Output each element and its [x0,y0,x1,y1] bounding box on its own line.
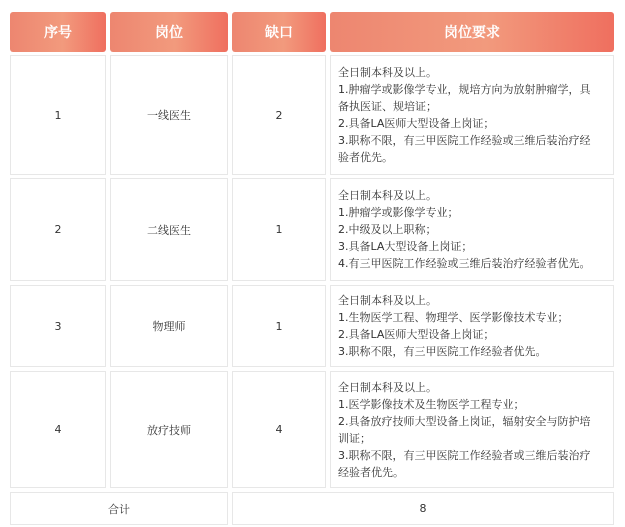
requirement-line: 全日制本科及以上。 [338,294,437,307]
row4-requirements [330,371,614,488]
row4-vacancy: 4 [232,371,326,488]
row2-seq: 2 [10,178,106,281]
requirement-line: 3.职称不限，有三甲医院工作经验者优先。 [338,345,547,358]
requirement-line: 备执医证、规培证； [338,100,437,113]
requirement-line: 训证； [338,431,371,445]
row2-position: 二线医生 [110,178,228,281]
requirement-line: 全日制本科及以上。 [338,380,437,394]
requirement-line: 3.职称不限，有三甲医院工作经验或三维后装治疗经 [338,134,591,147]
requirement-line: 2.具备LA医师大型设备上岗证； [338,328,495,341]
row4-position: 放疗技师 [110,371,228,488]
requirement-line: 1.肿瘤学或影像学专业，规培方向为放射肿瘤学，具 [338,83,591,96]
row2-vacancy: 1 [232,178,326,281]
requirement-line: 2.具备放疗技师大型设备上岗证，辐射安全与防护培 [338,414,591,428]
total-value: 8 [232,492,614,525]
requirement-line: 1.医学影像技术及生物医学工程专业； [338,397,525,411]
requirement-line: 3.具备LA大型设备上岗证； [338,240,473,253]
row3-vacancy: 1 [232,285,326,367]
requirement-line: 全日制本科及以上。 [338,66,437,79]
row4-seq: 4 [10,371,106,488]
row1-position: 一线医生 [110,55,228,175]
row3-seq: 3 [10,285,106,367]
requirement-line: 1.肿瘤学或影像学专业； [338,206,459,219]
row3-position: 物理师 [110,285,228,367]
requirement-line: 验者优先。 [338,151,393,164]
header-position: 岗位 [110,12,228,52]
requirement-line: 1.生物医学工程、物理学、医学影像技术专业； [338,311,569,324]
row1-vacancy: 2 [232,55,326,175]
requirement-line: 经验者优先。 [338,465,404,479]
row1-requirements [330,55,614,175]
header-vacancy: 缺口 [232,12,326,52]
requirement-line: 全日制本科及以上。 [338,189,437,202]
total-label: 合计 [10,492,228,525]
row3-requirements [330,285,614,367]
requirement-line: 2.具备LA医师大型设备上岗证； [338,117,495,130]
row1-seq: 1 [10,55,106,175]
requirement-line: 3.职称不限，有三甲医院工作经验者或三维后装治疗 [338,448,591,462]
requirement-line: 4.有三甲医院工作经验或三维后装治疗经验者优先。 [338,257,591,270]
requirement-line: 2.中级及以上职称； [338,223,437,236]
row2-requirements [330,178,614,281]
header-seq: 序号 [10,12,106,52]
header-requirements: 岗位要求 [330,12,614,52]
